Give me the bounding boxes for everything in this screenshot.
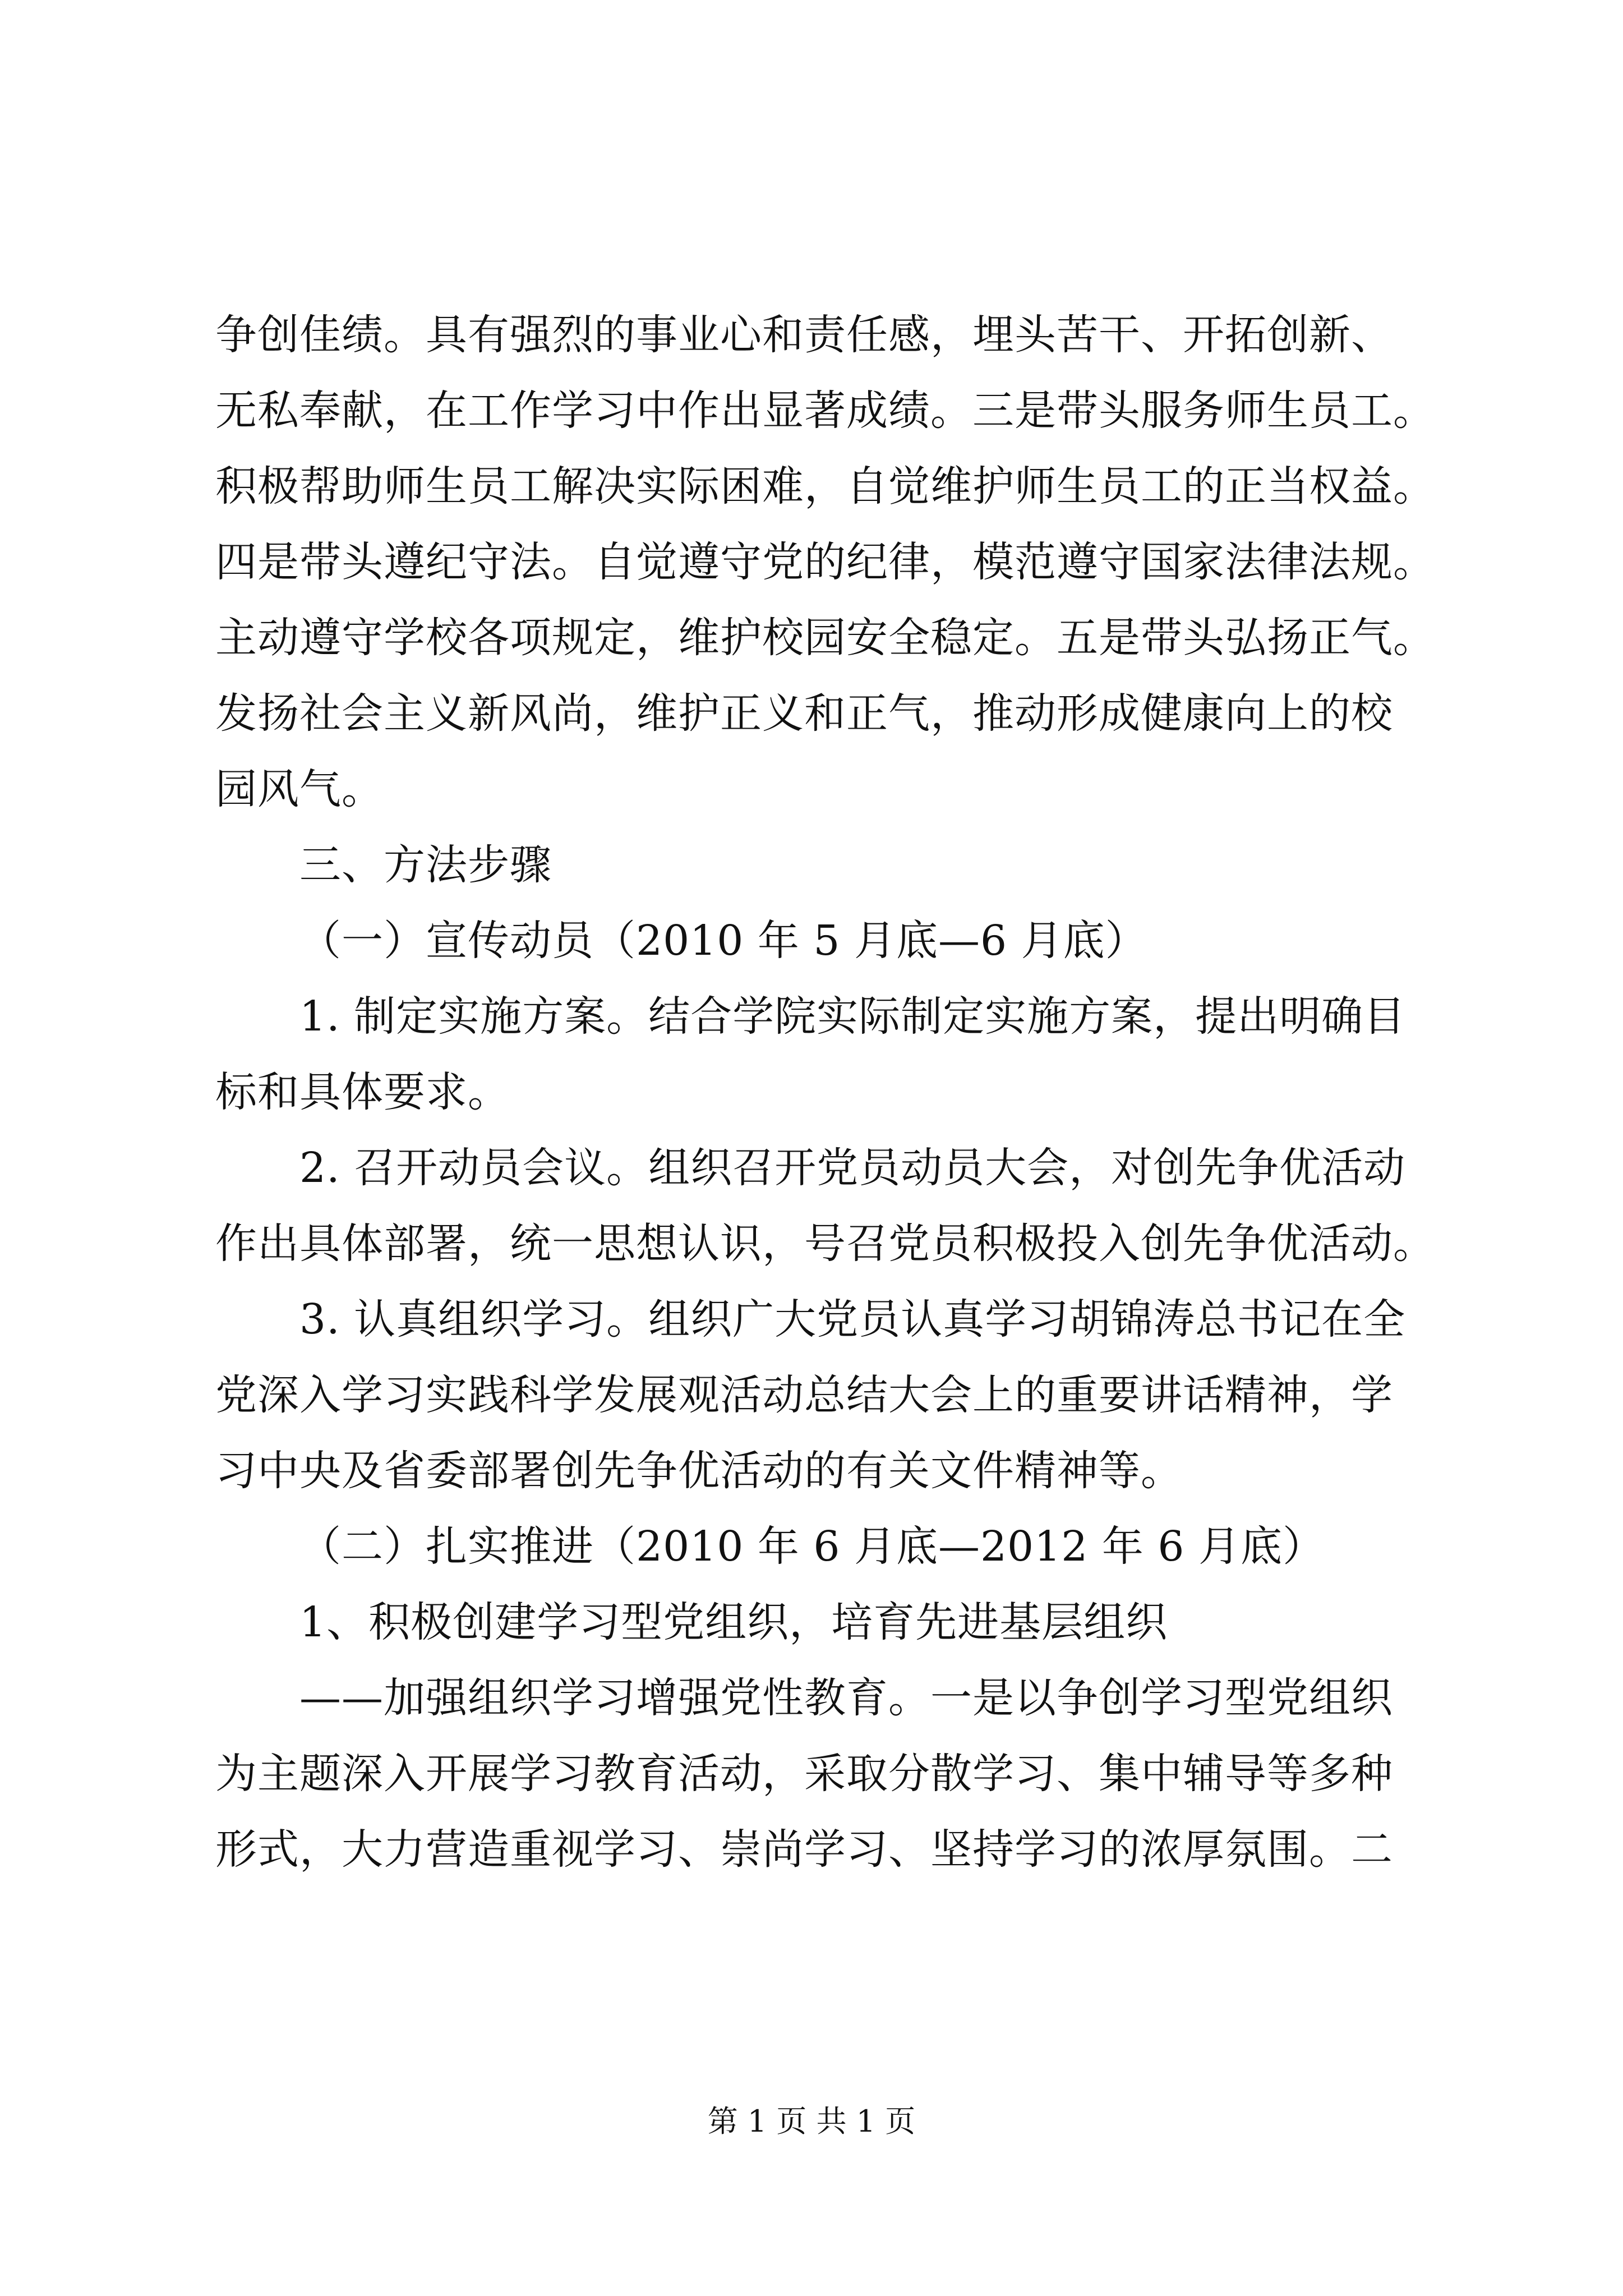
- body-line: 园风气。: [215, 765, 384, 813]
- body-line: 习中央及省委部署创先争优活动的有关文件精神等。: [215, 1447, 1183, 1495]
- section-heading: 三、方法步骤: [299, 841, 552, 889]
- body-line: 争创佳绩。具有强烈的事业心和责任感，埋头苦干、开拓创新、: [215, 311, 1393, 359]
- body-line: 作出具体部署，统一思想认识，号召党员积极投入创先争优活动。: [215, 1220, 1435, 1268]
- item-heading: 1、积极创建学习型党组织，培育先进基层组织: [299, 1598, 1168, 1646]
- subsection-heading: （二）扎实推进（2010 年 6 月底—2012 年 6 月底）: [299, 1522, 1325, 1571]
- body-line: 四是带头遵纪守法。自觉遵守党的纪律，模范遵守国家法律法规。: [215, 538, 1435, 586]
- body-line: 党深入学习实践科学发展观活动总结大会上的重要讲话精神，学: [215, 1371, 1393, 1419]
- body-line: ——加强组织学习增强党性教育。一是以争创学习型党组织: [299, 1674, 1393, 1722]
- subsection-heading: （一）宣传动员（2010 年 5 月底—6 月底）: [299, 917, 1147, 965]
- body-line: 为主题深入开展学习教育活动，采取分散学习、集中辅导等多种: [215, 1750, 1393, 1798]
- body-line: 2. 召开动员会议。组织召开党员动员大会，对创先争优活动: [299, 1144, 1406, 1192]
- page-footer: 第 1 页 共 1 页: [707, 2104, 916, 2139]
- body-line: 积极帮助师生员工解决实际困难，自觉维护师生员工的正当权益。: [215, 462, 1435, 510]
- body-line: 1. 制定实施方案。结合学院实际制定实施方案，提出明确目: [299, 992, 1406, 1041]
- body-line: 发扬社会主义新风尚，维护正义和正气，推动形成健康向上的校: [215, 689, 1393, 738]
- body-line: 形式，大力营造重视学习、崇尚学习、坚持学习的浓厚氛围。二: [215, 1825, 1393, 1874]
- body-line: 无私奉献，在工作学习中作出显著成绩。三是带头服务师生员工。: [215, 386, 1435, 435]
- body-line: 3. 认真组织学习。组织广大党员认真学习胡锦涛总书记在全: [299, 1295, 1406, 1343]
- body-line: 标和具体要求。: [215, 1068, 510, 1116]
- body-line: 主动遵守学校各项规定，维护校园安全稳定。五是带头弘扬正气。: [215, 614, 1435, 662]
